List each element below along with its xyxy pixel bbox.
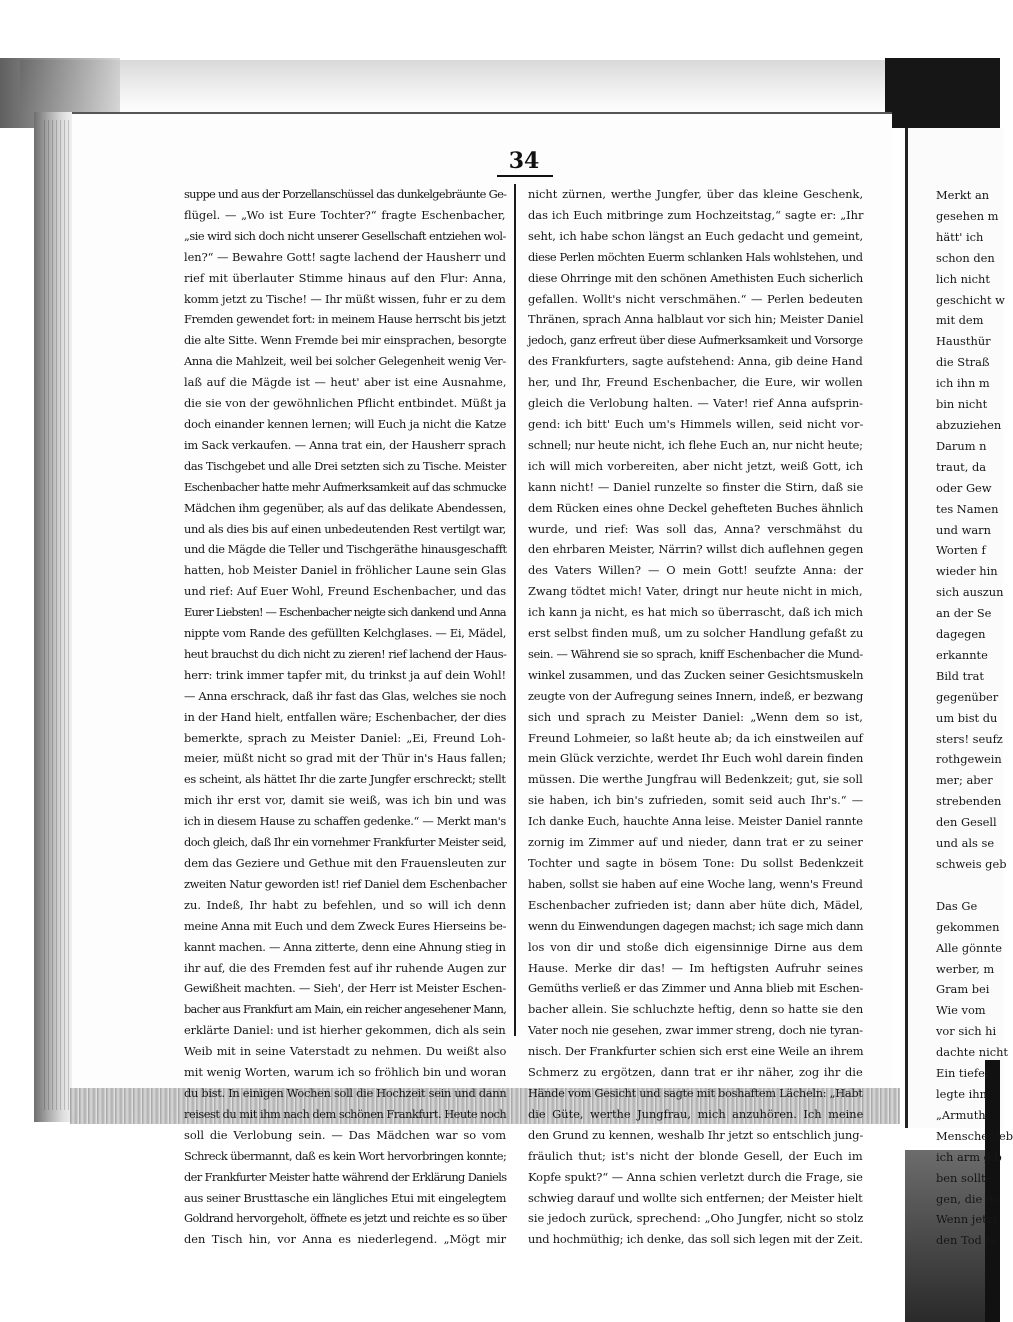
text-line: flügel. — „Wo ist Eure Tochter?“ fragte Eschenbacher,: [184, 207, 506, 222]
text-line: sie jedoch zurück, sprechend: „Oho Jungfer, nicht so stolz: [528, 1211, 864, 1226]
text-line: haben, sollst sie haben auf eine Woche lang, wenn's Freund: [528, 876, 863, 891]
text-line: das ich Euch mitbringe zum Hochzeitstag,“ sagte er: „Ihr: [528, 207, 864, 222]
text-line: Anna die Mahlzeit, weil bei solcher Gelegenheit wenig Ver-: [184, 354, 506, 369]
text-line: den Tod fä: [936, 1233, 997, 1248]
text-line: herr: trink immer tapfer mit, du trinkst ja auf dein Wohl!: [184, 667, 507, 682]
text-line: len?“ — Bewahre Gott! sagte lachend der Hausherr und: [184, 249, 506, 264]
text-line: los von dir und stoße dich eigensinnige Dirne aus dem: [528, 939, 863, 954]
text-line: Fremden gewendet fort: in meinem Hause herrscht bis jetzt: [184, 312, 506, 327]
text-line: werber, m: [936, 961, 995, 976]
text-line: erkannte: [936, 647, 988, 662]
text-line: meine Anna mit Euch und dem Zweck Eures Hierseins be-: [184, 918, 507, 933]
text-line: mer; aber: [936, 773, 993, 788]
text-line: Hausthür: [936, 334, 991, 349]
text-line: vor sich hi: [936, 1024, 997, 1039]
text-line: ihr auf, die des Fremden fest auf ihr ruhende Augen zur: [184, 960, 507, 975]
text-line: sie haben, ich bin's zufrieden, somit seid auch Ihr's.“ —: [528, 793, 864, 808]
text-line: Wie vom: [936, 1003, 986, 1018]
text-line: diese Perlen möchten Euerm schlanken Hals wohlstehen, und: [528, 249, 863, 264]
text-line: gegenüber: [936, 689, 999, 704]
text-line: die sie von der gewöhnlichen Pflicht entbindet. Müßt ja: [184, 396, 507, 411]
text-line: und die Mägde die Teller und Tischgeräthe hinausgeschafft: [184, 542, 507, 557]
text-line: ich ihn m: [936, 376, 990, 391]
text-line: gend: ich bitt' Euch um's Himmels willen, seid nicht vor-: [528, 416, 864, 431]
text-line: Gemüths verließ er das Zimmer und Anna blieb mit Eschen-: [528, 981, 864, 996]
text-line: zu. Indeß, Ihr habt zu befehlen, und so will ich denn: [184, 897, 506, 912]
text-line: gesehen m: [936, 208, 999, 223]
text-line: des Vaters Willen? — O mein Gott! seufzte Anna: der: [528, 563, 864, 578]
text-line: dachte nicht: [936, 1045, 1009, 1060]
text-line: dem das Geziere und Gethue mit den Frauensleuten zur: [184, 856, 506, 870]
text-line: kannt machen. — Anna zitterte, denn eine Ahnung stieg in: [184, 939, 506, 954]
text-line: die alte Sitte. Wenn Fremde bei mir einsprachen, besorgte: [184, 333, 507, 348]
text-line: ich kann ja nicht, es hat mich so überrascht, daß ich mich: [528, 605, 863, 620]
text-line: den Tisch hin, vor Anna es niederlegend. „Mögt mir: [184, 1232, 507, 1247]
text-line: wenn du Einwendungen dagegen machst; ich sage mich dann: [528, 918, 864, 933]
text-line: laß auf die Mägde ist — heut' aber ist eine Ausnahme,: [184, 375, 507, 390]
text-line: und als dies bis auf einen unbedeutenden Rest vertilgt war,: [184, 521, 506, 536]
text-line: wieder hin: [936, 564, 998, 579]
text-line: dem Rücken eines ohne Deckel gehefteten Buches ähnlich: [528, 500, 864, 515]
text-line: die Straß: [936, 355, 990, 370]
text-line: den Grund zu kennen, weshalb Ihr jetzt so entschlich jung-: [528, 1127, 864, 1142]
text-line: schwieg darauf und wollte sich entfernen; der Meister hielt: [528, 1190, 863, 1205]
text-line: Schmerz zu ergötzen, dann trat er ihr näher, zog ihr die: [528, 1065, 863, 1080]
text-line: Gram bei: [936, 982, 990, 997]
text-line: Gewißheit machten. — Sieh', der Herr ist Meister Eschen-: [184, 981, 506, 996]
text-line: müssen. Die werthe Jungfrau will Bedenkzeit; gut, sie soll: [528, 772, 863, 787]
text-line: wurde, und rief: Was soll das, Anna? verschmähst du: [528, 521, 863, 536]
text-line: Goldrand hervorgeholt, öffnete es jetzt und reichte es so über: [184, 1211, 507, 1226]
text-line: meier, müßt nicht so grad mit der Thür in's Haus fallen;: [184, 751, 507, 766]
text-line: bacher allein. Sie schluchzte heftig, denn so hatte sie den: [528, 1002, 864, 1017]
text-line: jedoch, ganz erfreut über diese Aufmerksamkeit und Vorsorge: [528, 333, 863, 348]
text-line: bemerkte, sprach zu Meister Daniel: „Ei, Freund Loh-: [184, 730, 506, 745]
text-line: erklärte Daniel: und ist hierher gekommen, dich als sein: [184, 1023, 506, 1038]
text-line: Hände vom Gesicht und sagte mit boshaftem Lächeln: „Habt: [528, 1085, 863, 1100]
text-line: mich ihr erst vor, damit sie weiß, was ich bin und was: [184, 793, 507, 808]
text-line: „Armuth,: [936, 1107, 990, 1122]
page-edges-left: [44, 120, 70, 1110]
text-line: dagegen: [936, 627, 986, 642]
text-line: winkel zusammen, und das Zucken seiner Gesichtsmuskeln: [528, 667, 864, 682]
text-line: nisch. Der Frankfurter schien sich erst eine Weile an ihrem: [528, 1044, 864, 1059]
text-line: um bist du: [936, 710, 998, 725]
text-line: der Frankfurter Meister hatte während der Erklärung Daniels: [184, 1169, 507, 1184]
text-line: Merkt an: [936, 188, 990, 202]
text-line: lich nicht: [936, 271, 990, 286]
text-line: des Frankfurters, sagte aufstehend: Anna, gib deine Hand: [528, 354, 863, 369]
text-line: sein. — Während sie so sprach, kniff Eschenbacher die Mund-: [528, 646, 863, 661]
text-column-left: [184, 184, 506, 1250]
text-line: Wenn jetzt: [936, 1212, 998, 1227]
text-line: Bild trat: [936, 668, 984, 683]
text-line: doch gleich, daß Ihr ein vornehmer Frankfurter Meister seid,: [184, 835, 507, 850]
text-line: oder Gew: [936, 480, 992, 495]
text-line: gen, die do: [936, 1191, 1001, 1206]
text-line: strebenden: [936, 794, 1002, 809]
text-line: nicht zürnen, werthe Jungfer, über das kleine Geschenk,: [528, 187, 864, 201]
text-line: sich auszun: [936, 585, 1004, 600]
text-line: mit wenig Worten, warum ich so fröhlich bin und woran: [184, 1065, 507, 1080]
text-line: doch einander kennen lernen; will Euch ja nicht die Katze: [184, 416, 507, 431]
text-line: Ich danke Euch, hauchte Anna leise. Meister Daniel rannte: [528, 814, 863, 829]
text-line: ich will mich vorbereiten, aber nicht jetzt, weiß Gott, ich: [528, 458, 864, 473]
text-line: Eurer Liebsten! — Eschenbacher neigte sich dankend und Anna: [184, 605, 506, 620]
text-line: Kopfe spukt?“ — Anna schien verletzt durch die Frage, sie: [528, 1169, 863, 1184]
text-line: legte ihm: [936, 1086, 991, 1101]
text-line: rothgewein: [936, 752, 1002, 767]
text-column-middle: [528, 184, 863, 1250]
column-divider: [514, 184, 516, 1036]
text-line: Zwang tödtet mich! Vater, dringt nur heute nicht in mich,: [528, 584, 863, 599]
text-line: erst selbst finden muß, um zu solcher Handlung gefaßt zu: [528, 626, 864, 641]
text-line: — Anna erschrack, daß ihr fast das Glas, welches sie noch: [184, 688, 507, 703]
text-line: hatten, hob Meister Daniel in fröhlicher Laune sein Glas: [184, 563, 507, 578]
text-line: Vater noch nie gesehen, zwar immer streng, doch nie tyran-: [528, 1023, 863, 1038]
text-line: nippte vom Rande des gefüllten Kelchglases. — Ei, Mädel,: [184, 626, 507, 641]
text-line: das Tischgebet und alle Drei setzten sich zu Tische. Meister: [184, 458, 506, 473]
text-line: schweis geb: [936, 857, 1007, 871]
text-line: Eschenbacher zufrieden ist; dann aber hüte dich, Mädel,: [528, 897, 863, 912]
page-number: 34: [508, 148, 540, 174]
text-line: soll die Verlobung sein. — Das Mädchen war so vom: [184, 1127, 507, 1142]
text-line: im Sack verkaufen. — Anna trat ein, der Hausherr sprach: [184, 437, 506, 452]
scan-background-top: [20, 60, 890, 115]
text-line: gekommen: [936, 919, 1000, 934]
text-line: und rief: Auf Euer Wohl, Freund Eschenbacher, und das: [184, 584, 507, 599]
text-line: sich und sprach zu Meister Daniel: „Wenn dem so ist,: [528, 709, 863, 724]
text-line: zweiten Natur geworden ist! rief Daniel dem Eschenbacher: [184, 876, 507, 891]
text-line: ich arm g.b: [936, 1149, 1002, 1164]
text-line: „sie wird sich doch nicht unserer Gesellschaft entziehen wol-: [184, 228, 506, 243]
text-line: Thränen, sprach Anna halblaut vor sich hin; Meister Daniel: [528, 312, 864, 327]
text-line: den ehrbaren Meister, Närrin? willst dich auflehnen gegen: [528, 542, 864, 557]
text-line: und als se: [936, 836, 995, 851]
text-line: Ein tiefer: [936, 1066, 991, 1081]
text-line: suppe und aus der Porzellanschüssel das dunkelgebräunte Ge-: [184, 187, 507, 201]
text-line: mit dem: [936, 313, 984, 328]
text-line: her, und Ihr, Freund Eschenbacher, die Eure, wir wollen: [528, 375, 863, 390]
text-line: diese Ohrringe mit den schönen Amethisten Euch sicherlich: [528, 270, 863, 285]
text-line: Das Ge: [936, 898, 978, 913]
text-column-right-facing-page: [936, 185, 1013, 1251]
text-line: es scheint, als hättet Ihr die zarte Jungfer erschreckt; stellt: [184, 772, 506, 787]
text-line: den Gesell: [936, 815, 997, 830]
text-line: fräulich thut; ist's nicht der blonde Gesell, der Euch im: [528, 1148, 863, 1163]
text-line: ich in diesem Hause zu schaffen gedenke.“ — Merkt man's: [184, 814, 506, 829]
text-line: Freund Lohmeier, so laßt heute ab; da ich einstweilen auf: [528, 730, 863, 745]
text-line: und warn: [936, 522, 991, 537]
text-line: hätt' ich: [936, 229, 984, 244]
text-line: zornig im Zimmer auf und nieder, dann trat er zu seiner: [528, 835, 863, 850]
text-line: und hochmüthig; ich denke, das soll sich legen mit der Zeit.: [528, 1232, 863, 1247]
text-line: Mädchen ihm gegenüber, als auf das delikate Abendessen,: [184, 500, 507, 515]
text-line: du bist. In einigen Wochen soll die Hochzeit sein und dann: [184, 1085, 507, 1100]
text-line: reisest du mit ihm nach dem schönen Frankfurt. Heute noch: [184, 1106, 507, 1121]
text-line: aus seiner Brusttasche ein längliches Etui mit eingelegtem: [184, 1190, 507, 1205]
text-line: mein Glück verzichte, werdet Ihr Euch wohl darein finden: [528, 751, 864, 766]
text-line: zeugte von der Aufregung seines Innern, indeß, er bezwang: [528, 688, 864, 703]
text-line: seht, ich habe schon längst an Euch gedacht und gemeint,: [528, 228, 864, 243]
scan-shadow-top-right: [885, 58, 1000, 128]
text-line: rief mit überlauter Stimme hinaus auf den Flur: Anna,: [184, 270, 507, 285]
text-line: die Güte, werthe Jungfrau, mich anzuhören. Ich meine: [528, 1106, 864, 1121]
text-line: Eschenbacher hatte mehr Aufmerksamkeit auf das schmucke: [184, 479, 506, 494]
text-line: gleich die Verlobung halten. — Vater! rief Anna aufsprin-: [528, 396, 864, 411]
text-line: abzuziehen: [936, 417, 1002, 432]
text-line: in der Hand hielt, entfallen wäre; Eschenbacher, der dies: [184, 709, 507, 724]
text-line: Weib mit in seine Vaterstadt zu nehmen. Du weißt also: [184, 1044, 507, 1059]
text-line: Tochter und sagte in bösem Tone: Du sollst Bedenkzeit: [528, 856, 864, 870]
text-line: tes Namen: [936, 501, 999, 516]
text-line: ben sollte,: [936, 1170, 996, 1185]
text-line: schon den: [936, 250, 995, 265]
text-line: bacher aus Frankfurt am Main, ein reicher angesehener Mann,: [184, 1002, 507, 1017]
text-line: heut brauchst du dich nicht zu zieren! rief lachend der Haus-: [184, 646, 507, 661]
text-line: kann nicht! — Daniel runzelte so finster die Stirn, daß sie: [528, 479, 864, 494]
text-line: geschicht w: [936, 292, 1005, 307]
text-line: Schreck übermannt, daß es kein Wort hervorbringen konnte;: [184, 1148, 507, 1163]
text-line: sters! seufz: [936, 731, 1003, 746]
text-line: Menschenleb: [936, 1128, 1013, 1143]
text-line: an der Se: [936, 606, 992, 621]
page-number-rule: [497, 175, 553, 177]
text-line: traut, da: [936, 459, 987, 474]
text-line: gefallen. Wollt's nicht verschmähen.“ — Perlen bedeuten: [528, 291, 863, 306]
text-line: bin nicht: [936, 397, 988, 412]
text-line: Darum n: [936, 438, 987, 453]
text-line: Hause. Merke dir das! — Im heftigsten Aufruhr seines: [528, 960, 864, 975]
text-line: komm jetzt zu Tische! — Ihr müßt wissen, fuhr er zu dem: [184, 291, 506, 306]
text-line: Alle gönnte: [936, 940, 1003, 955]
text-line: Worten f: [936, 543, 986, 558]
text-line: [936, 875, 1000, 896]
text-line: schnell; nur heute nicht, ich flehe Euch an, nur nicht heute;: [528, 437, 863, 452]
